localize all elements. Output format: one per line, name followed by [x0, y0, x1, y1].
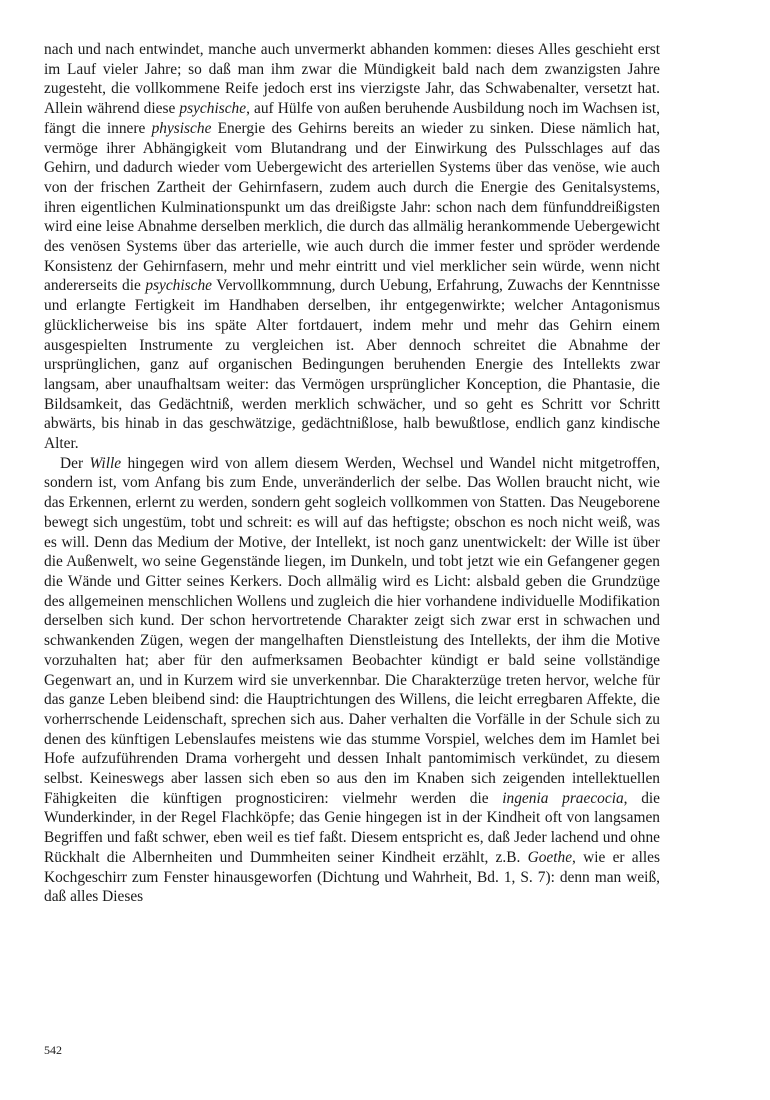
- text-run: Der: [60, 454, 90, 472]
- text-run: hingegen wird von allem diesem Werden, Wechsel und Wandel nicht mitgetroffen, sondern ist, vom Anfang bis zum Ende, unveränderlich der selbe. Das Wollen braucht nicht, wie das Erkennen, erlernt zu werden, sondern geht sogleich vollkommen von Statten. Das Neugeborene bewegt sich ungestüm, tobt und schreit: es will auf das heftigste; obschon es noch nicht weiß, was es will. Denn das Medium der Motive, der Intellekt, ist noch ganz unentwickelt: der Wille ist über die Außenwelt, wo seine Gegenstände liegen, im Dunkeln, und tobt jetzt wie ein Gefangener gegen die Wände und Gitter seines Kerkers. Doch allmälig wird es Licht: alsbald geben die Grundzüge des allgemeinen menschlichen Wollens und zugleich die hier vorhandene individuelle Modifikation derselben sich kund. Der schon hervortretende Charakter zeigt sich zwar erst in schwachen und schwankenden Zügen, wegen der mangelhaften Dienstleistung des Intellekts, der ihm die Motive vorzuhalten hat; aber für den aufmerksamen Beobachter kündigt er bald seine vollständige Gegenwart an, und in Kurzem wird sie unverkennbar. Die Charakterzüge treten hervor, welche für das ganze Leben bleibend sind: die Hauptrichtungen des Willens, die leicht erregbaren Affekte, die vorherrschende Leidenschaft, sprechen sich aus. Daher verhalten die Vorfälle in der Schule sich zu denen des künftigen Lebenslaufes meistens wie das stumme Vorspiel, welches dem im Hamlet bei Hofe aufzuführenden Drama vorhergeht und dessen Inhalt pantomimisch verkündet, zu diesem selbst. Keineswegs aber lassen sich eben so aus den im Knaben sich zeigenden intellektuellen Fähigkeiten die künftigen prognosticiren: vielmehr werden die: [44, 454, 660, 807]
- italic-run: psychische: [145, 277, 212, 295]
- text-run: , die Wunderkinder, in der Regel Flachköpfe; das Genie hingegen ist in der Kindheit oft von langsamen Begriffen und faßt schwer, eben weil es tief faßt. Diesem entspricht es, daß Jeder lachend und ohne Rückhalt die Albernheiten und Dummheiten seiner Kindheit erzählt, z.B.: [44, 789, 661, 866]
- italic-run: psychische: [179, 100, 247, 118]
- text-run: Energie des Gehirns bereits an wieder zu sinken. Diese nämlich hat, vermöge ihrer Abhängigkeit vom Blutandrang und der Einwirkung des Pulsschlages auf das Gehirn, und dadurch wieder vom Uebergewicht des arteriellen Systems über das venöse, wie auch von der frischen Zartheit der Gehirnfasern, zudem auch durch die Energie des Genitalsystems, ihren eigentlichen Kulminationspunkt um das dreißigste Jahr: schon nach dem fünfunddreißigsten wird eine leise Abnahme derselben merklich, die durch das allmälig herankommende Uebergewicht des venösen Systems über das arterielle, wie auch durch die immer fester und spröder werdende Konsistenz der Gehirnfasern, mehr und mehr eintritt und viel merklicher sein würde, wenn nicht andererseits die: [44, 119, 660, 295]
- page-number: 542: [44, 1043, 62, 1057]
- text-run: Vervollkommnung, durch Uebung, Erfahrung, Zuwachs der Kenntnisse und erlangte Fertigkeit im Handhaben derselben, ihr entgegenwirkte; welcher Antagonismus glücklicherweise bis ins späte Alter fortdauert, indem mehr und mehr das Gehirn einem ausgespielten Instrumente zu vergleichen ist. Aber dennoch schreitet die Abnahme der ursprünglichen, ganz auf organischen Bedingungen beruhenden Energie des Intellekts zwar langsam, aber unaufhaltsam weiter: das Vermögen ursprünglicher Konception, die Phantasie, die Bildsamkeit, das Gedächtniß, werden merklich schwächer, und so geht es Schritt vor Schritt abwärts, bis hinab in das geschwätzige, gedächtnißlose, halb bewußtlose, endlich ganz kindische Alter.: [44, 277, 660, 453]
- italic-run: physische: [151, 119, 212, 137]
- text-run: , auf Hülfe von außen beruhende Ausbildung noch im Wachsen ist, fängt die innere: [44, 100, 661, 137]
- body-text: [44, 40, 660, 907]
- paragraph-1: [44, 40, 660, 454]
- italic-run: Wille: [89, 454, 122, 472]
- italic-run: Goethe: [527, 848, 573, 866]
- paragraph-2: [44, 454, 660, 907]
- text-run: , wie er alles Kochgeschirr zum Fenster hinausgeworfen (Dichtung und Wahrheit, Bd. 1, S. 7): denn man weiß, daß alles Dieses: [44, 848, 660, 906]
- italic-run: ingenia praecocia: [502, 789, 624, 807]
- text-run: nach und nach entwindet, manche auch unvermerkt abhanden kommen: dieses Alles geschieht erst im Lauf vieler Jahre; so daß man ihm zwar die Mündigkeit bald nach dem zwanzigsten Jahre zugesteht, die vollkommene Reife jedoch erst ins vierzigste Jahr, das Schwabenalter, versetzt hat. Allein während diese: [44, 41, 660, 118]
